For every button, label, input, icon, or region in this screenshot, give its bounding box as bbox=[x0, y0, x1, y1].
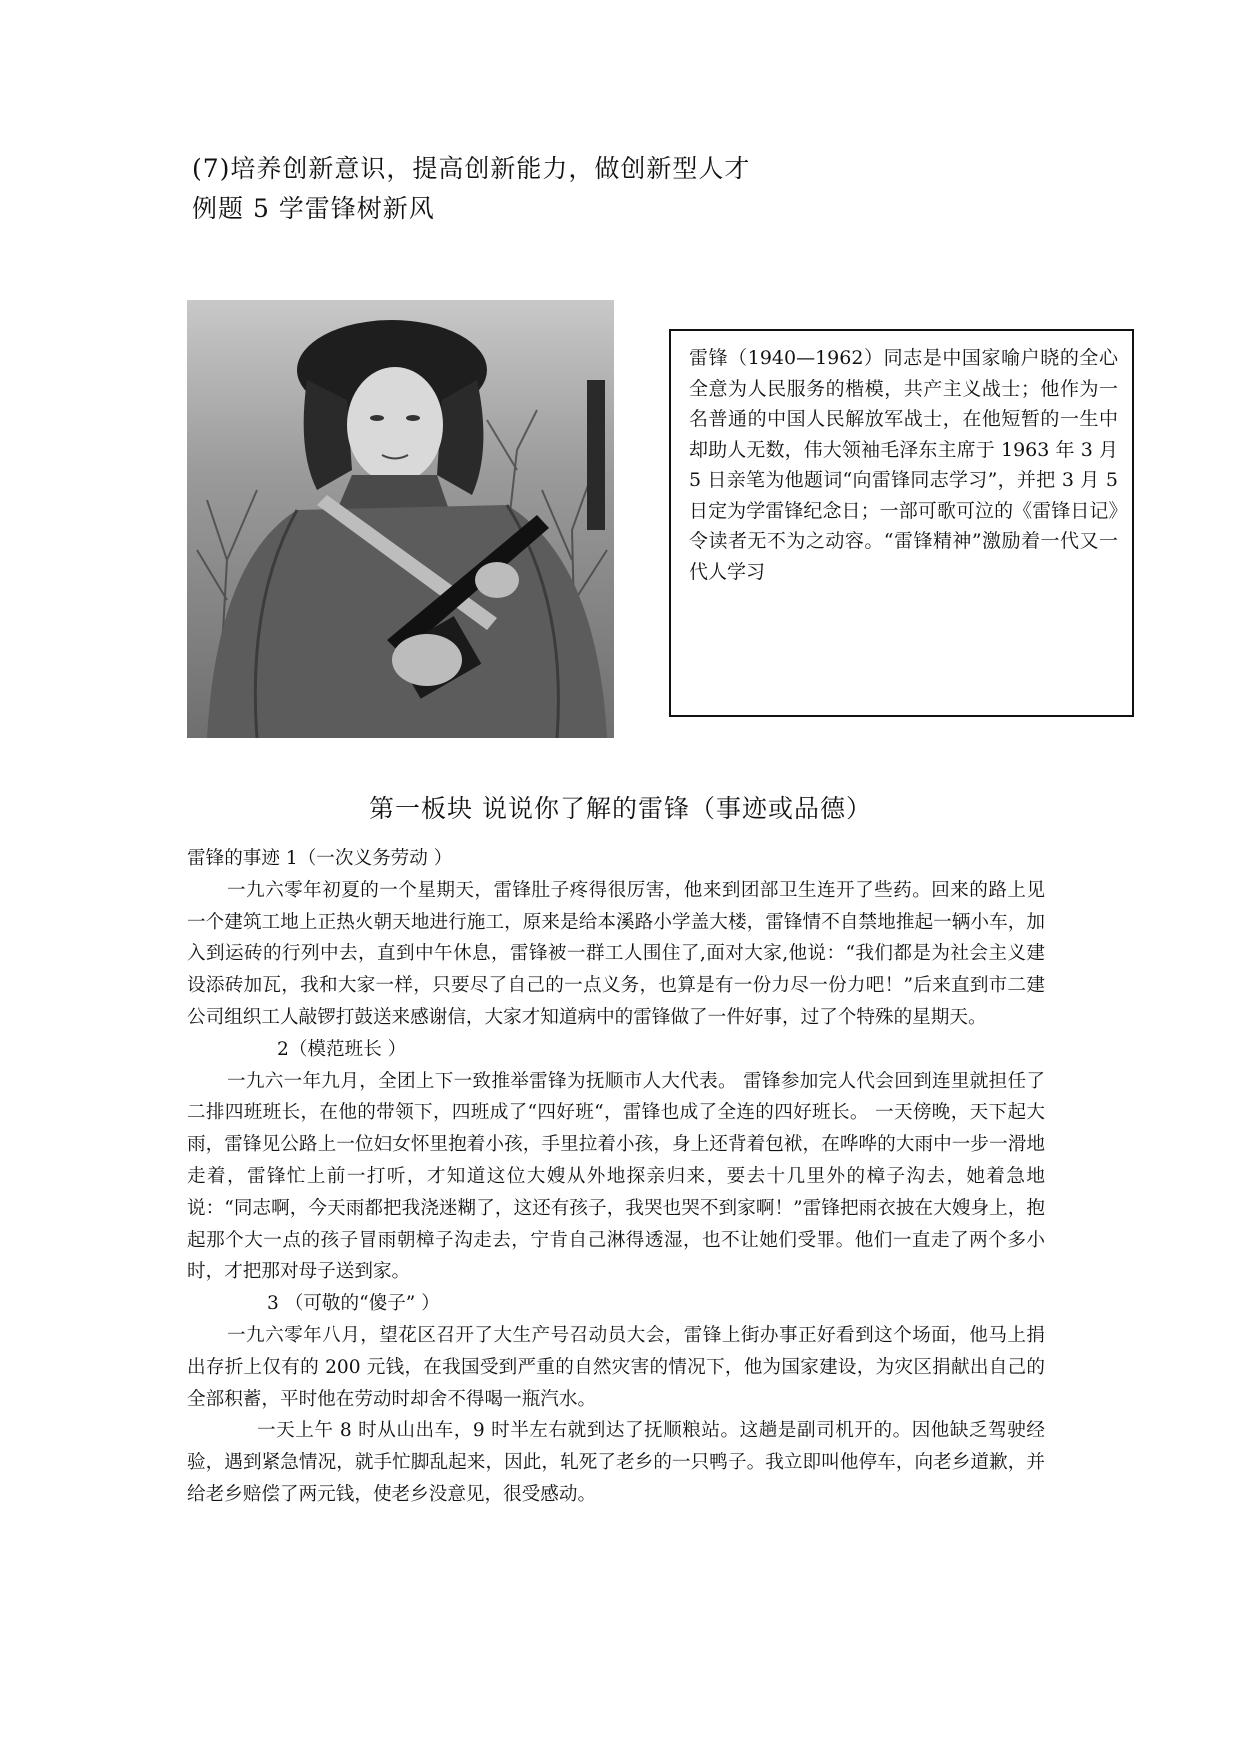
story-3-label: 3 （可敬的“傻子” ） bbox=[267, 1293, 440, 1315]
story-2-text: 一九六一年九月，全团上下一致推举雷锋为抚顺市人大代表。 雷锋参加完人代会回到连里就担任了二排四班班长，在他的带领下，四班成了“四好班“，雷锋也成了全连的四好班长。 一天傍晚，天下起大雨，雷锋见公路上一位妇女怀里抱着小孩，手里拉着小孩，身上还背着包袱，在哗哗的大雨中一步一滑地走着，雷锋忙上前一打听，才知道这位大嫂从外地探亲归来，要去十几里外的樟子沟去，她着急地说：“同志啊，今天雨都把我浇迷糊了，这还有孩子，我哭也哭不到家啊！”雷锋把雨衣披在大嫂身上，抱起那个大一点的孩子冒雨朝樟子沟走去，宁肯自己淋得透湿，也不让她们受罪。他们一直走了两个多小时，才把那对母子送到家。 bbox=[187, 1070, 1045, 1283]
section-title: 第一板块 说说你了解的雷锋（事迹或品德） bbox=[369, 794, 872, 823]
story-3-text: 一九六零年八月，望花区召开了大生产号召动员大会，雷锋上街办事正好看到这个场面，他马上捐出存折上仅有的 200 元钱，在我国受到严重的自然灾害的情况下，他为国家建设，为灾区捐献出自己的全部积蓄，平时他在劳动时却舍不得喝一瓶汽水。 bbox=[187, 1324, 1045, 1410]
portrait-photo bbox=[187, 300, 614, 738]
heading-line-2: 例题 5 学雷锋树新风 bbox=[192, 194, 435, 223]
heading-line-1: (7)培养创新意识，提高创新能力，做创新型人才 bbox=[192, 154, 751, 183]
story-1-text: 一九六零年初夏的一个星期天，雷锋肚子疼得很厉害，他来到团部卫生连开了些药。回来的路上见一个建筑工地上正热火朝天地进行施工，原来是给本溪路小学盖大楼，雷锋情不自禁地推起一辆小车，加入到运砖的行列中去，直到中午休息，雷锋被一群工人围住了,面对大家,他说：“我们都是为社会主义建设添砖加瓦，我和大家一样，只要尽了自己的一点义务，也算是有一份力尽一份力吧！”后来直到市二建公司组织工人敲锣打鼓送来感谢信，大家才知道病中的雷锋做了一件好事，过了个特殊的星期天。 bbox=[187, 879, 1045, 1028]
intro-text-box bbox=[669, 329, 1134, 717]
stories-body bbox=[187, 843, 1045, 1511]
story-1-label: 雷锋的事迹 1（一次义务劳动 ） bbox=[187, 848, 453, 869]
intro-text: 雷锋（1940—1962）同志是中国家喻户晓的全心全意为人民服务的楷模，共产主义战士；他作为一名普通的中国人民解放军战士，在他短暂的一生中却助人无数，伟大领袖毛泽东主席于 1963 年 3 月 5 日亲笔为他题词“向雷锋同志学习”，并把 3 月 5 日定为学雷锋纪念日；一部可歌可泣的《雷锋日记》令读者无不为之动容。“雷锋精神”激励着一代又一代人学习 bbox=[689, 347, 1118, 583]
story-4-text: 一天上午 8 时从山出车，9 时半左右就到达了抚顺粮站。这趟是副司机开的。因他缺乏驾驶经验，遇到紧急情况，就手忙脚乱起来，因此，轧死了老乡的一只鸭子。我立即叫他停车，向老乡道歉，并给老乡赔偿了两元钱，使老乡没意见，很受感动。 bbox=[187, 1420, 1045, 1505]
story-2-label: 2（模范班长 ） bbox=[277, 1038, 407, 1060]
